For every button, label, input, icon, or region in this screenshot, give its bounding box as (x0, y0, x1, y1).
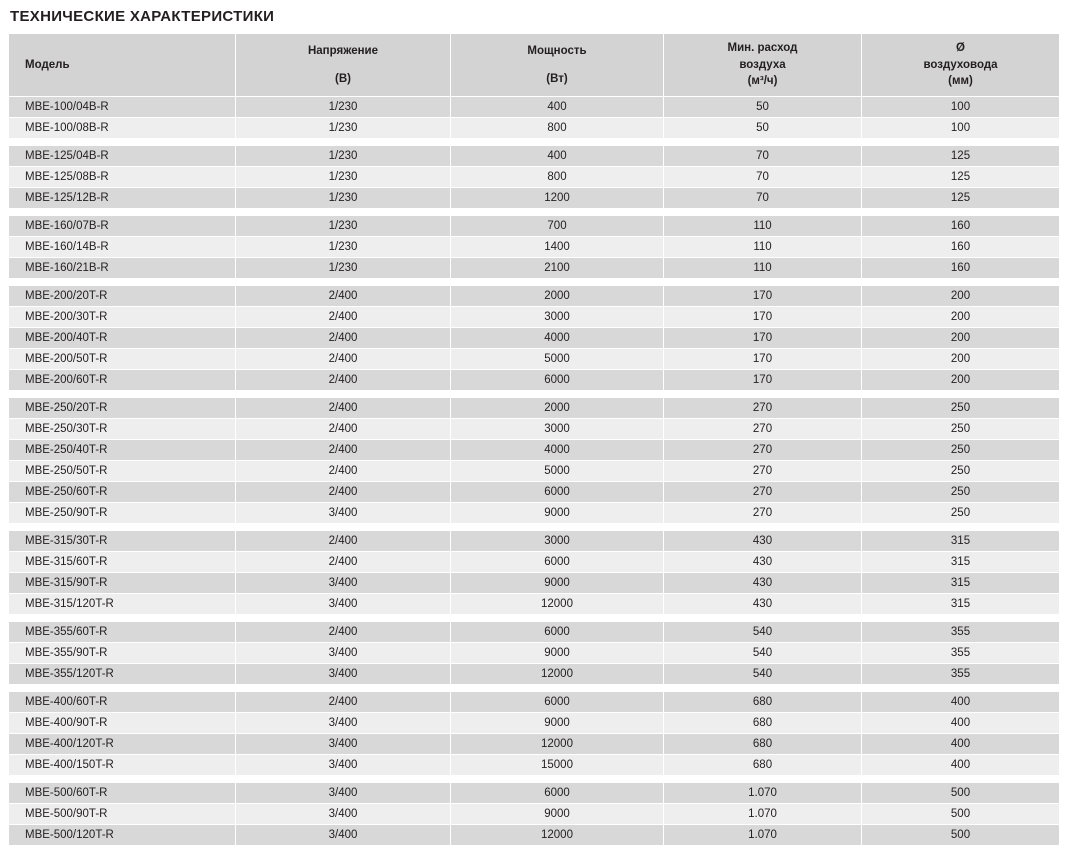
cell-duct: 160 (862, 258, 1060, 279)
cell-airflow: 1.070 (664, 825, 862, 846)
table-row (9, 307, 1060, 328)
cell-voltage: 3/400 (236, 503, 451, 524)
column-header-power-line2: (Вт) (546, 72, 568, 85)
table-group-spacer-cell (9, 209, 1060, 216)
column-header-duct (862, 34, 1060, 97)
column-header-model (9, 34, 236, 97)
table-row (9, 643, 1060, 664)
cell-voltage: 2/400 (236, 419, 451, 440)
cell-power: 12000 (451, 734, 664, 755)
cell-voltage: 1/230 (236, 167, 451, 188)
table-group-spacer-cell (9, 524, 1060, 531)
table-row (9, 531, 1060, 552)
table-row (9, 692, 1060, 713)
cell-model: MBE-250/50T-R (9, 461, 236, 482)
table-row (9, 594, 1060, 615)
cell-power: 4000 (451, 440, 664, 461)
cell-airflow: 430 (664, 594, 862, 615)
table-group-spacer (9, 391, 1060, 398)
cell-voltage: 2/400 (236, 461, 451, 482)
column-header-airflow-line3: (м³/ч) (747, 75, 778, 88)
cell-airflow: 110 (664, 216, 862, 237)
cell-power: 800 (451, 167, 664, 188)
table-group-spacer-cell (9, 139, 1060, 146)
cell-model: MBE-200/40T-R (9, 328, 236, 349)
cell-duct: 400 (862, 692, 1060, 713)
cell-airflow: 270 (664, 419, 862, 440)
cell-power: 3000 (451, 531, 664, 552)
cell-duct: 200 (862, 349, 1060, 370)
cell-model: MBE-250/60T-R (9, 482, 236, 503)
column-header-airflow-line1: Мин. расход (727, 41, 798, 54)
cell-voltage: 3/400 (236, 664, 451, 685)
table-row (9, 188, 1060, 209)
cell-model: MBE-400/120T-R (9, 734, 236, 755)
cell-power: 400 (451, 146, 664, 167)
cell-airflow: 540 (664, 622, 862, 643)
cell-duct: 200 (862, 286, 1060, 307)
cell-airflow: 270 (664, 398, 862, 419)
cell-model: MBE-200/20T-R (9, 286, 236, 307)
cell-power: 12000 (451, 825, 664, 846)
table-row (9, 398, 1060, 419)
table-row (9, 664, 1060, 685)
table-row (9, 440, 1060, 461)
cell-airflow: 680 (664, 755, 862, 776)
cell-voltage: 1/230 (236, 216, 451, 237)
column-header-duct-line1: Ø (956, 41, 965, 54)
cell-duct: 315 (862, 573, 1060, 594)
cell-model: MBE-315/120T-R (9, 594, 236, 615)
cell-duct: 125 (862, 188, 1060, 209)
table-row (9, 419, 1060, 440)
cell-power: 4000 (451, 328, 664, 349)
cell-model: MBE-125/12B-R (9, 188, 236, 209)
cell-voltage: 3/400 (236, 734, 451, 755)
cell-power: 9000 (451, 643, 664, 664)
column-header-voltage (236, 34, 451, 97)
table-row (9, 804, 1060, 825)
table-row (9, 482, 1060, 503)
cell-duct: 400 (862, 734, 1060, 755)
column-header-voltage-line2: (В) (335, 72, 351, 85)
cell-power: 3000 (451, 307, 664, 328)
table-group-spacer-cell (9, 391, 1060, 398)
cell-model: MBE-355/90T-R (9, 643, 236, 664)
cell-power: 12000 (451, 664, 664, 685)
table-row (9, 734, 1060, 755)
table-group-spacer (9, 209, 1060, 216)
cell-voltage: 3/400 (236, 804, 451, 825)
table-row (9, 573, 1060, 594)
cell-voltage: 2/400 (236, 349, 451, 370)
column-header-duct-line2: воздуховода (923, 58, 998, 71)
cell-duct: 500 (862, 825, 1060, 846)
cell-voltage: 1/230 (236, 237, 451, 258)
cell-model: MBE-500/120T-R (9, 825, 236, 846)
table-group-spacer (9, 139, 1060, 146)
table-row (9, 118, 1060, 139)
cell-model: MBE-250/30T-R (9, 419, 236, 440)
cell-airflow: 110 (664, 237, 862, 258)
cell-duct: 250 (862, 503, 1060, 524)
cell-duct: 250 (862, 419, 1060, 440)
table-row (9, 286, 1060, 307)
cell-voltage: 1/230 (236, 118, 451, 139)
cell-power: 9000 (451, 804, 664, 825)
cell-duct: 100 (862, 118, 1060, 139)
cell-voltage: 2/400 (236, 482, 451, 503)
cell-airflow: 70 (664, 167, 862, 188)
cell-model: MBE-315/60T-R (9, 552, 236, 573)
cell-power: 9000 (451, 503, 664, 524)
cell-voltage: 3/400 (236, 825, 451, 846)
cell-voltage: 3/400 (236, 573, 451, 594)
cell-power: 6000 (451, 552, 664, 573)
cell-airflow: 170 (664, 370, 862, 391)
cell-voltage: 1/230 (236, 188, 451, 209)
cell-duct: 355 (862, 643, 1060, 664)
cell-power: 9000 (451, 713, 664, 734)
cell-model: MBE-500/90T-R (9, 804, 236, 825)
cell-airflow: 170 (664, 349, 862, 370)
cell-power: 5000 (451, 461, 664, 482)
cell-duct: 315 (862, 552, 1060, 573)
cell-model: MBE-500/60T-R (9, 783, 236, 804)
cell-duct: 250 (862, 461, 1060, 482)
table-group-spacer-cell (9, 685, 1060, 692)
cell-airflow: 170 (664, 286, 862, 307)
cell-model: MBE-125/08B-R (9, 167, 236, 188)
table-group-spacer (9, 615, 1060, 622)
cell-airflow: 110 (664, 258, 862, 279)
table-group-spacer (9, 685, 1060, 692)
cell-power: 400 (451, 97, 664, 118)
table-group-spacer-cell (9, 776, 1060, 783)
cell-airflow: 680 (664, 692, 862, 713)
table-group-spacer (9, 776, 1060, 783)
table-group-spacer (9, 279, 1060, 286)
table-row (9, 216, 1060, 237)
table-group-spacer-cell (9, 279, 1060, 286)
cell-voltage: 2/400 (236, 622, 451, 643)
cell-power: 5000 (451, 349, 664, 370)
table-row (9, 461, 1060, 482)
cell-duct: 315 (862, 594, 1060, 615)
cell-model: MBE-200/60T-R (9, 370, 236, 391)
cell-model: MBE-125/04B-R (9, 146, 236, 167)
cell-model: MBE-355/120T-R (9, 664, 236, 685)
cell-airflow: 170 (664, 307, 862, 328)
cell-voltage: 1/230 (236, 146, 451, 167)
cell-model: MBE-100/04B-R (9, 97, 236, 118)
cell-duct: 125 (862, 167, 1060, 188)
cell-airflow: 680 (664, 713, 862, 734)
cell-power: 6000 (451, 482, 664, 503)
cell-duct: 200 (862, 370, 1060, 391)
cell-duct: 355 (862, 664, 1060, 685)
table-header (9, 34, 1060, 97)
cell-voltage: 2/400 (236, 370, 451, 391)
cell-duct: 100 (862, 97, 1060, 118)
cell-duct: 500 (862, 804, 1060, 825)
column-header-model-line1: Модель (25, 58, 70, 71)
column-header-airflow (664, 34, 862, 97)
cell-model: MBE-315/30T-R (9, 531, 236, 552)
cell-duct: 400 (862, 713, 1060, 734)
cell-airflow: 50 (664, 118, 862, 139)
cell-voltage: 2/400 (236, 286, 451, 307)
column-header-power (451, 34, 664, 97)
table-row (9, 713, 1060, 734)
cell-airflow: 540 (664, 664, 862, 685)
cell-model: MBE-200/30T-R (9, 307, 236, 328)
table-row (9, 328, 1060, 349)
cell-airflow: 70 (664, 146, 862, 167)
table-row (9, 552, 1060, 573)
cell-voltage: 2/400 (236, 440, 451, 461)
cell-voltage: 2/400 (236, 398, 451, 419)
cell-voltage: 3/400 (236, 755, 451, 776)
table-row (9, 146, 1060, 167)
cell-voltage: 3/400 (236, 594, 451, 615)
table-row (9, 167, 1060, 188)
cell-duct: 400 (862, 755, 1060, 776)
column-header-duct-line3: (мм) (948, 75, 973, 88)
cell-airflow: 1.070 (664, 783, 862, 804)
cell-duct: 355 (862, 622, 1060, 643)
cell-model: MBE-160/07B-R (9, 216, 236, 237)
cell-model: MBE-200/50T-R (9, 349, 236, 370)
cell-airflow: 270 (664, 440, 862, 461)
cell-model: MBE-100/08B-R (9, 118, 236, 139)
page-title: ТЕХНИЧЕСКИЕ ХАРАКТЕРИСТИКИ (10, 8, 275, 25)
cell-airflow: 430 (664, 531, 862, 552)
table-header-row (9, 34, 1060, 97)
table-group-spacer-cell (9, 615, 1060, 622)
cell-voltage: 3/400 (236, 643, 451, 664)
column-header-voltage-line1: Напряжение (307, 44, 379, 57)
cell-duct: 250 (862, 398, 1060, 419)
cell-model: MBE-400/90T-R (9, 713, 236, 734)
cell-airflow: 1.070 (664, 804, 862, 825)
cell-airflow: 70 (664, 188, 862, 209)
cell-power: 800 (451, 118, 664, 139)
cell-voltage: 2/400 (236, 307, 451, 328)
cell-airflow: 50 (664, 97, 862, 118)
cell-power: 1400 (451, 237, 664, 258)
cell-power: 2100 (451, 258, 664, 279)
cell-model: MBE-250/90T-R (9, 503, 236, 524)
cell-power: 2000 (451, 286, 664, 307)
cell-airflow: 270 (664, 503, 862, 524)
cell-airflow: 170 (664, 328, 862, 349)
table-row (9, 783, 1060, 804)
cell-duct: 200 (862, 307, 1060, 328)
cell-model: MBE-400/60T-R (9, 692, 236, 713)
cell-model: MBE-250/20T-R (9, 398, 236, 419)
cell-power: 15000 (451, 755, 664, 776)
cell-power: 700 (451, 216, 664, 237)
table-row (9, 258, 1060, 279)
cell-power: 6000 (451, 370, 664, 391)
cell-power: 9000 (451, 573, 664, 594)
column-header-power-line1: Мощность (527, 44, 587, 57)
cell-power: 6000 (451, 783, 664, 804)
cell-airflow: 430 (664, 573, 862, 594)
table-row (9, 503, 1060, 524)
cell-duct: 160 (862, 216, 1060, 237)
cell-duct: 160 (862, 237, 1060, 258)
table-row (9, 237, 1060, 258)
cell-airflow: 270 (664, 482, 862, 503)
cell-duct: 500 (862, 783, 1060, 804)
cell-duct: 200 (862, 328, 1060, 349)
cell-voltage: 3/400 (236, 713, 451, 734)
cell-voltage: 2/400 (236, 531, 451, 552)
cell-voltage: 2/400 (236, 552, 451, 573)
cell-duct: 315 (862, 531, 1060, 552)
cell-airflow: 680 (664, 734, 862, 755)
cell-duct: 250 (862, 440, 1060, 461)
table-row (9, 622, 1060, 643)
cell-duct: 250 (862, 482, 1060, 503)
cell-power: 6000 (451, 622, 664, 643)
cell-model: MBE-355/60T-R (9, 622, 236, 643)
cell-power: 12000 (451, 594, 664, 615)
column-header-airflow-line2: воздуха (739, 58, 786, 71)
table-row (9, 349, 1060, 370)
cell-voltage: 3/400 (236, 783, 451, 804)
table-row (9, 370, 1060, 391)
cell-power: 2000 (451, 398, 664, 419)
cell-airflow: 540 (664, 643, 862, 664)
cell-voltage: 2/400 (236, 692, 451, 713)
cell-duct: 125 (862, 146, 1060, 167)
table-group-spacer (9, 524, 1060, 531)
cell-model: MBE-160/21B-R (9, 258, 236, 279)
cell-power: 6000 (451, 692, 664, 713)
cell-model: MBE-400/150T-R (9, 755, 236, 776)
cell-power: 3000 (451, 419, 664, 440)
cell-voltage: 2/400 (236, 328, 451, 349)
table-body (9, 97, 1060, 846)
table-row (9, 97, 1060, 118)
cell-model: MBE-250/40T-R (9, 440, 236, 461)
cell-airflow: 270 (664, 461, 862, 482)
table-row (9, 825, 1060, 846)
cell-voltage: 1/230 (236, 258, 451, 279)
cell-power: 1200 (451, 188, 664, 209)
specifications-table (8, 33, 1060, 846)
cell-airflow: 430 (664, 552, 862, 573)
table-row (9, 755, 1060, 776)
cell-model: MBE-160/14B-R (9, 237, 236, 258)
cell-model: MBE-315/90T-R (9, 573, 236, 594)
cell-voltage: 1/230 (236, 97, 451, 118)
